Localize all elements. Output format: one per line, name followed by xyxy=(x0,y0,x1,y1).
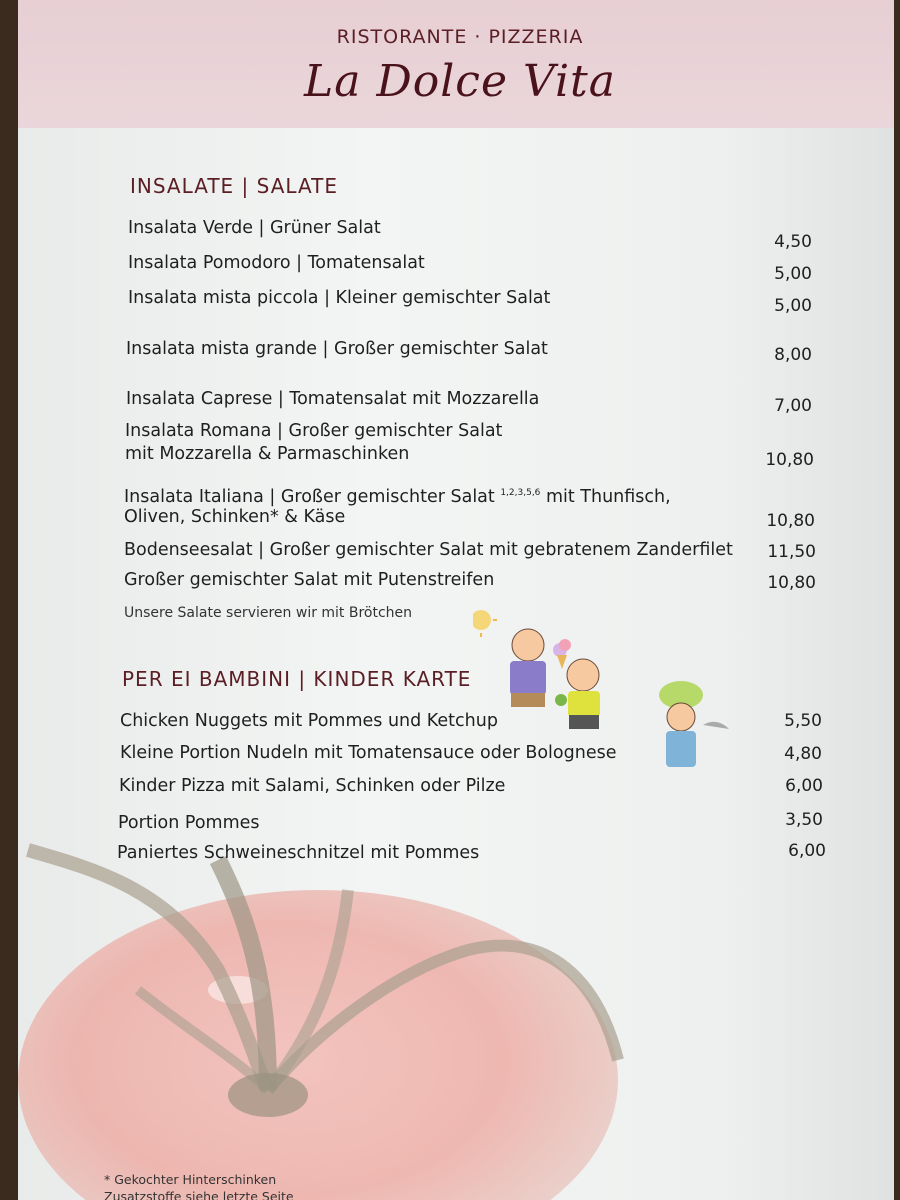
salad-item-name: Insalata Verde | Grüner Salat xyxy=(128,218,381,238)
footnote-ham: * Gekochter Hinterschinken xyxy=(104,1172,277,1187)
kids-item-price: 5,50 xyxy=(784,711,822,731)
salad-item-name: Insalata Romana | Großer gemischter Salat xyxy=(125,421,503,441)
salads-note: Unsere Salate servieren wir mit Brötchen xyxy=(124,605,413,621)
additive-marker: 1,2,3,5,6 xyxy=(500,488,541,498)
kids-item-price: 4,80 xyxy=(784,744,822,764)
footnote-additives: Zusatzstoffe siehe letzte Seite xyxy=(104,1189,294,1200)
salads-section-title: INSALATE | SALATE xyxy=(130,174,338,198)
salad-item-price: 5,00 xyxy=(774,264,812,284)
restaurant-name: La Dolce Vita xyxy=(304,56,616,107)
salad-item-price: 8,00 xyxy=(774,345,812,365)
kids-item-name: Chicken Nuggets mit Pommes und Ketchup xyxy=(120,711,498,731)
salad-item-price: 7,00 xyxy=(774,396,812,416)
salad-item-name: Großer gemischter Salat mit Putenstreifen xyxy=(124,570,495,590)
menu-page xyxy=(18,0,894,1200)
salad-item-name: Bodenseesalat | Großer gemischter Salat mit gebratenem Zanderfilet xyxy=(124,540,733,560)
restaurant-subtitle: RISTORANTE · PIZZERIA xyxy=(336,26,584,48)
salad-item-price: 10,80 xyxy=(767,573,816,593)
kids-section-title: PER EI BAMBINI | KINDER KARTE xyxy=(122,667,472,691)
kids-illustration xyxy=(473,605,733,795)
salad-item-price: 4,50 xyxy=(774,232,812,252)
salad-item-name-part: Insalata Italiana | Großer gemischter Salat xyxy=(124,486,501,507)
salad-item-price: 5,00 xyxy=(774,296,812,316)
salad-item-name-cont: mit Mozzarella & Parmaschinken xyxy=(125,444,410,464)
salad-item-name-cont: Oliven, Schinken* & Käse xyxy=(124,507,346,527)
kids-item-name: Kleine Portion Nudeln mit Tomatensauce oder Bolognese xyxy=(120,743,617,763)
salad-item-name: Insalata Pomodoro | Tomatensalat xyxy=(128,253,425,273)
salad-item-name: Insalata mista grande | Großer gemischter Salat xyxy=(126,339,548,359)
tomato-illustration xyxy=(18,830,718,1200)
kids-item-price: 3,50 xyxy=(785,810,823,830)
salad-item-price: 10,80 xyxy=(766,511,815,531)
salad-item-price: 11,50 xyxy=(767,542,816,562)
salad-item-name: Insalata mista piccola | Kleiner gemischter Salat xyxy=(128,288,551,308)
salad-item-name: Insalata Caprese | Tomatensalat mit Mozzarella xyxy=(126,389,540,409)
kids-item-name: Paniertes Schweineschnitzel mit Pommes xyxy=(117,843,480,863)
kids-item-price: 6,00 xyxy=(785,776,823,796)
salad-item-name-part: mit Thunfisch, xyxy=(540,486,671,507)
kids-item-name: Kinder Pizza mit Salami, Schinken oder Pilze xyxy=(119,776,506,796)
salad-item-name xyxy=(124,482,671,508)
kids-item-price: 6,00 xyxy=(788,841,826,861)
kids-item-name: Portion Pommes xyxy=(118,813,260,833)
salad-item-price: 10,80 xyxy=(765,450,814,470)
